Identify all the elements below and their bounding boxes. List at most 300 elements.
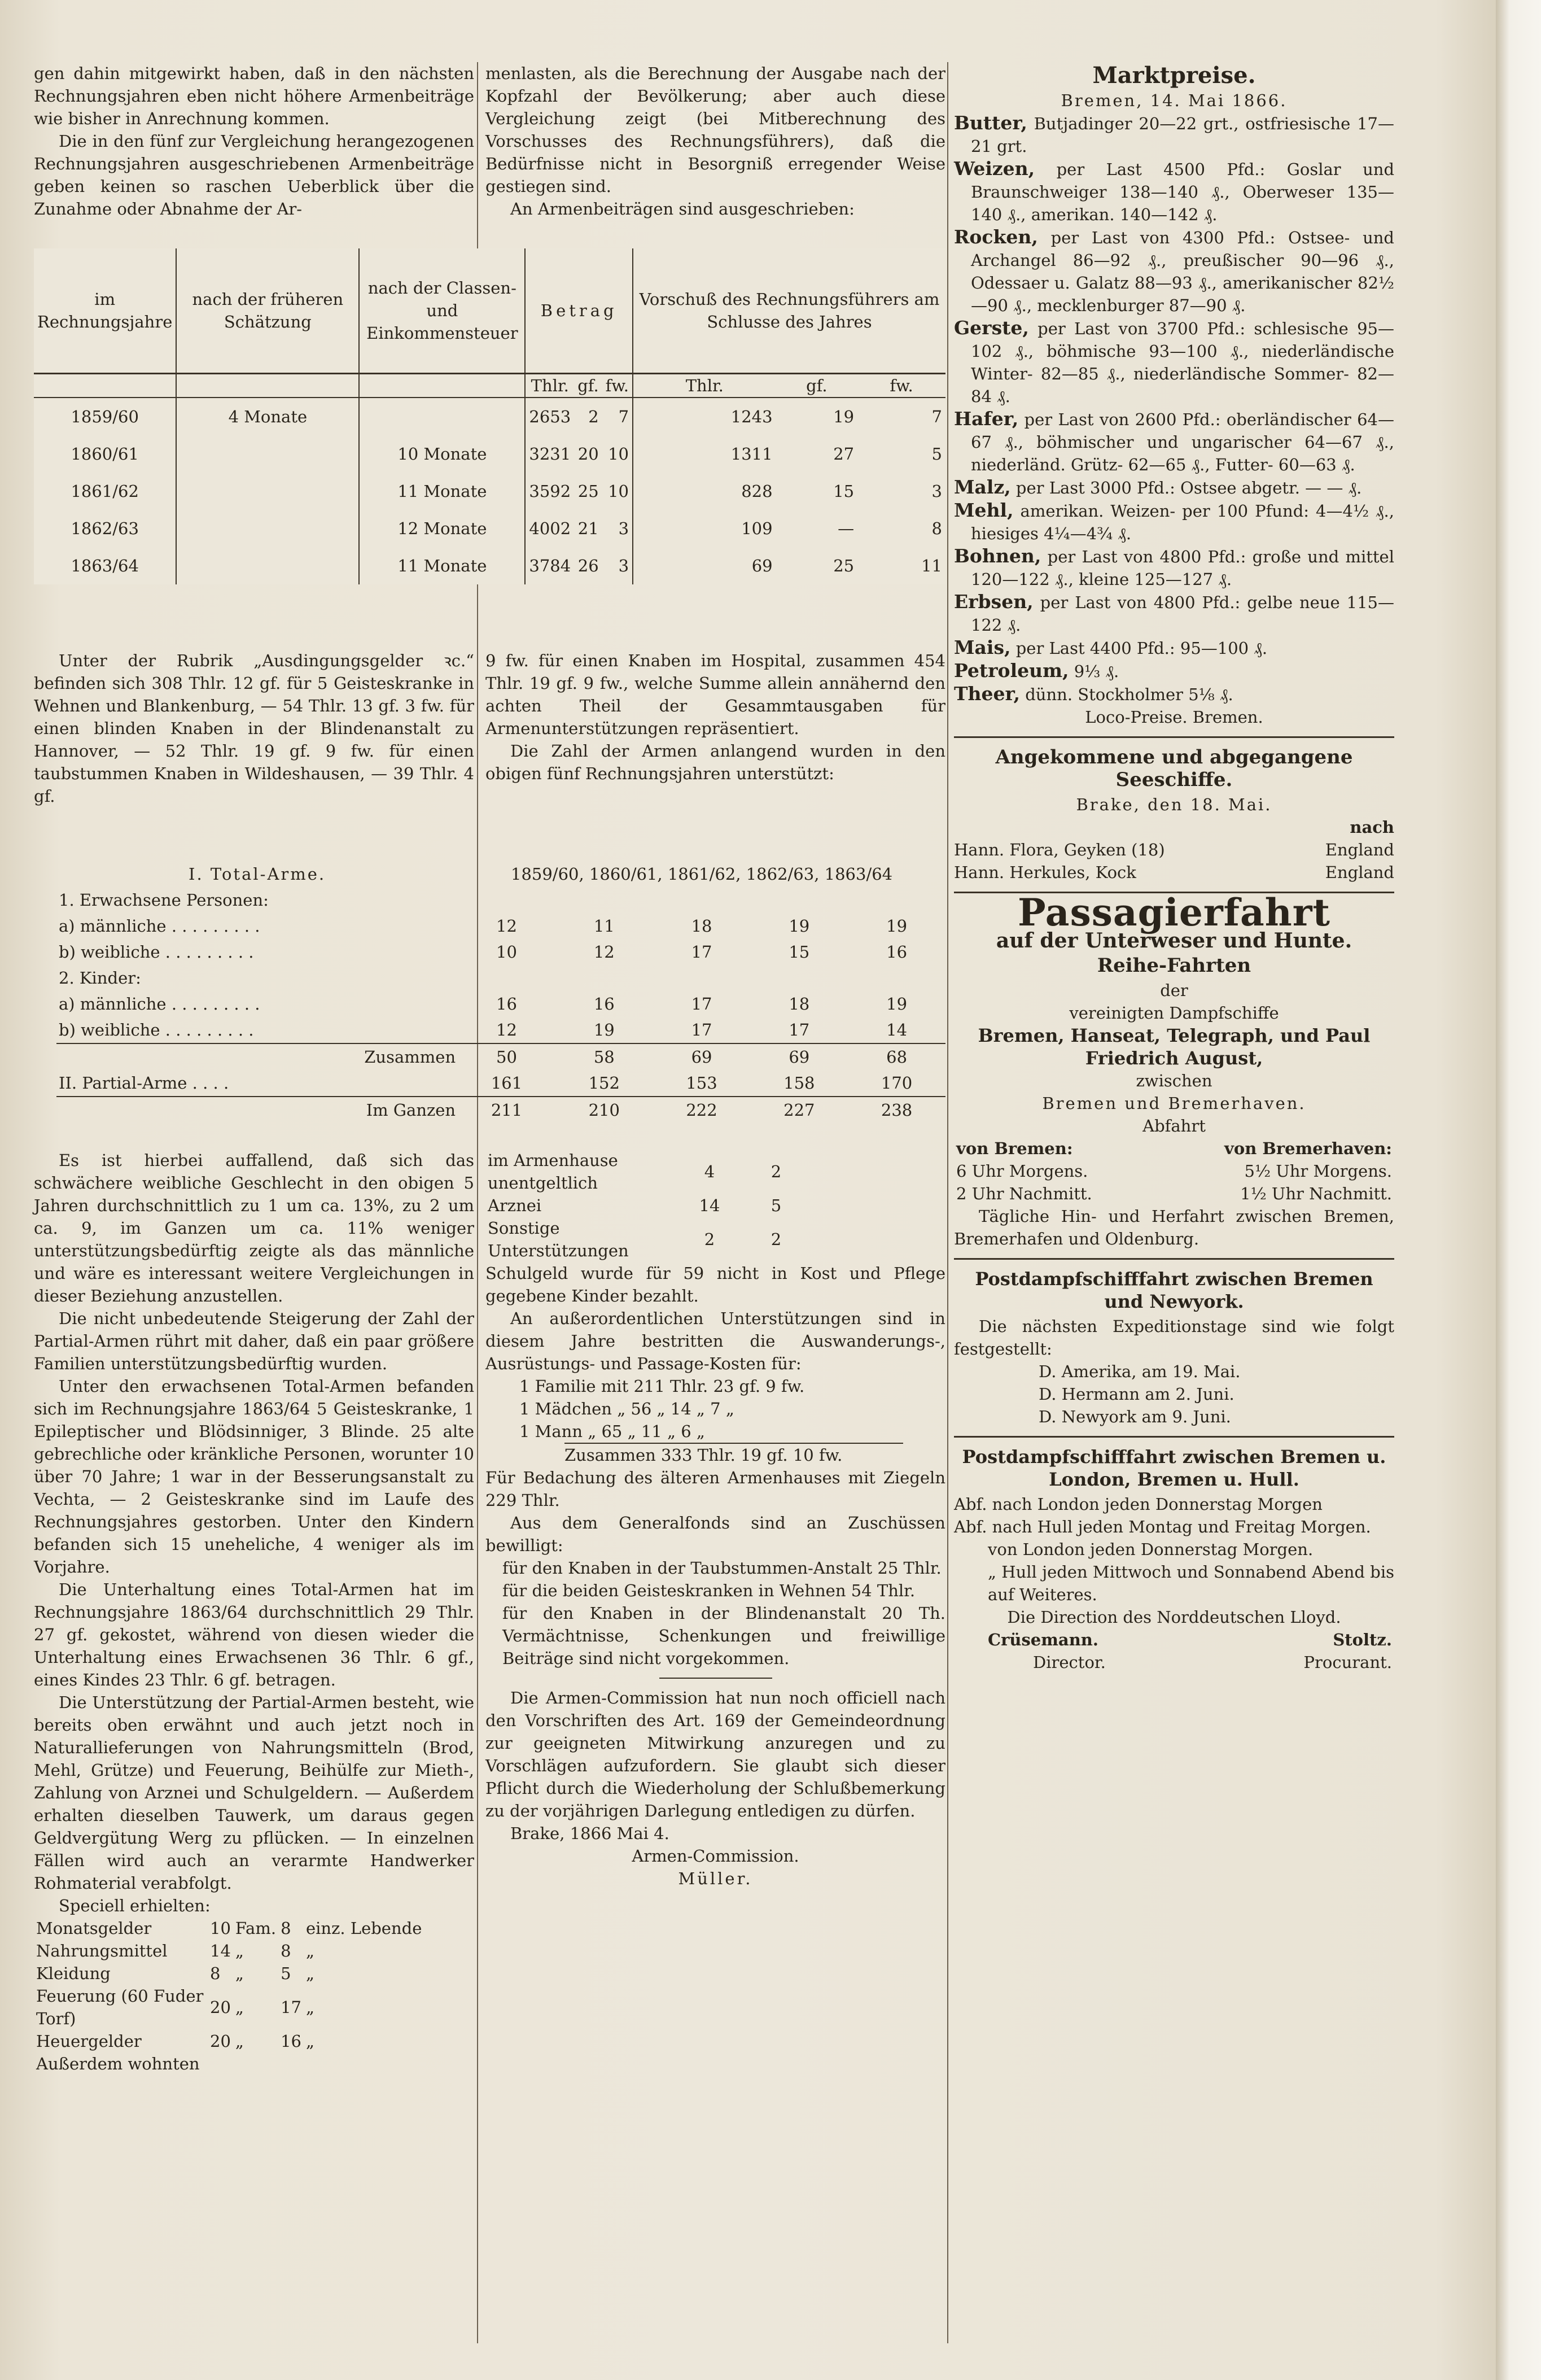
list-cell: Monatsgelder (36, 1919, 152, 1938)
table-cell: 1861/62 (34, 473, 176, 510)
ship-list (954, 839, 1394, 884)
ships-title: Angekommene und abgegangene Seeschiffe. (995, 746, 1353, 791)
paragraph: Unter der Rubrik „Ausdingungsgelder ꝛc.“ befinden sich 308 Thlr. 12 gf. für 5 Geisteskranke in Wehnen und Blankenburg, — 54 Thlr. 13 gf. 3 fw. für einen blinden Knaben in der Blindenanstalt zu Hannover, — 52 Thlr. 19 gf. 9 fw. für einen taubstummen Knaben in Wildeshausen, — 39 Thlr. 4 gf. (34, 651, 474, 806)
market-commodity: Malz, (954, 476, 1011, 498)
stats-value: 161 (491, 1073, 523, 1093)
newyork-date: D. Newyork am 9. Juni. (1039, 1407, 1231, 1426)
market-item (954, 660, 1394, 683)
page-edge (1496, 0, 1541, 2380)
table-row (34, 398, 945, 435)
newyork-date: D. Amerika, am 19. Mai. (1039, 1362, 1241, 1381)
sub-thlr: Thlr. (531, 376, 569, 395)
paragraph: Die Unterhaltung eines Total-Armen hat im Rechnungsjahre 1863/64 durchschnittlich 29 Thlr. 27 gf. gekostet, während von diesen wieder die Unterhaltung eines Erwachsenen 36 Thlr. 6 gf., eines Kindes 23 Thlr. 6 gf. betragen. (34, 1580, 474, 1689)
list-cell: „ (235, 1998, 244, 2017)
paragraph: Die Unterstützung der Partial-Armen besteht, wie bereits oben erwähnt und auch jetzt noch in Naturallieferungen von Nahrungsmitteln (Brod, Mehl, Grütze) und Feuerung, Beihülfe zur Mieth-, Zahlung von Arznei und Schulgeldern. — Außerdem erhalten dieselben Tauwerk, um daraus gegen Geldvergütung Werg zu pflücken. — In einzelnen Fällen wird auch an verarmte Handwerker Rohmaterial verabfolgt. (34, 1693, 474, 1893)
stats-value: 69 (789, 1047, 810, 1067)
market-commodity: Rocken, (954, 226, 1038, 248)
market-price: Butjadinger 20—22 grt., ostfriesische 17—21 grt. (971, 114, 1394, 156)
stats-value: 211 (491, 1101, 523, 1120)
table-cell: 3 (931, 482, 942, 501)
newyork-intro: Die nächsten Expeditionstage sind wie folgt festgestellt: (954, 1317, 1394, 1359)
paragraph: Die Armen-Commission hat nun noch officiell nach den Vorschriften des Art. 169 der Gemeindeordnung zur geeigneten Mitwirkung anzuregen und zu Vorschlägen aufzufordern. Sie glaubt sich dieser Pflicht durch die Wiederholung der Schlußbemerkung zu der vorjährigen Darlegung entledigen zu dürfen. (485, 1688, 945, 1820)
lloyd-direction: Die Direction des Norddeutschen Lloyd. (1007, 1608, 1341, 1627)
sub-fw: fw. (890, 376, 913, 395)
stats-value: 18 (691, 916, 712, 936)
table-cell: 11 Monate (359, 473, 525, 510)
market-price: 9⅓ ₰. (1074, 662, 1119, 681)
paragraph: gen dahin mitgewirkt haben, daß in den nächsten Rechnungsjahren eben nicht höhere Armenbeiträge wie bisher in Anrechnung kommen. (34, 64, 474, 128)
sub-gf: gf. (806, 376, 828, 395)
list-cell: 16 (281, 2032, 301, 2051)
list-cell: im Armenhause unentgeltlich (488, 1151, 618, 1193)
header-advance: Vorschuß des Rechnungsführers am Schlusse des Jahres (639, 290, 940, 331)
stats-value: 68 (886, 1047, 908, 1067)
market-price: per Last von 4800 Pfd.: gelbe neue 115—122 ₰. (971, 593, 1394, 635)
table-cell (176, 547, 359, 584)
paragraph: 9 fw. für einen Knaben im Hospital, zusammen 454 Thlr. 19 gf. 9 fw., welche Summe allein annähernd den achten Theil der Gesammtausgaben für Armenunterstützungen repräsentiert. (485, 651, 945, 738)
stats-value: 17 (691, 1020, 712, 1040)
header-amount: Betrag (525, 248, 633, 374)
from-bremerhaven: von Bremerhaven: (1224, 1139, 1392, 1158)
market-item (954, 158, 1394, 226)
market-commodity: Mais, (954, 636, 1011, 658)
stats-value: 11 (593, 916, 615, 936)
table-cell (359, 398, 525, 435)
stats-value (653, 965, 751, 991)
table-cell: 69 (751, 556, 773, 575)
market-commodity: Butter, (954, 112, 1027, 134)
market-price: per Last von 4800 Pfd.: große und mittel 120—122 ₰., kleine 125—127 ₰. (971, 547, 1394, 589)
paragraph: Die in den fünf zur Vergleichung herangezogenen Rechnungsjahren ausgeschriebenen Armenbeiträge geben keinen so raschen Ueberblick über die Zunahme oder Abnahme der Ar- (34, 132, 474, 219)
table-cell: 828 (741, 482, 773, 501)
finance-table (34, 248, 945, 584)
list-item (485, 1194, 809, 1217)
market-item (954, 408, 1394, 476)
london-hull-line: „ Hull jeden Mittwoch und Sonnabend Abend bis auf Weiteres. (988, 1562, 1394, 1604)
stats-label: a) männliche . . . . . . . . . (59, 994, 260, 1014)
sub-thlr: Thlr. (685, 376, 724, 395)
stats-row (56, 965, 945, 991)
title-procurant: Procurant. (1303, 1653, 1392, 1672)
list-cell: Außerdem wohnten (36, 2054, 200, 2073)
column-middle-lower (485, 649, 945, 785)
table-cell: 109 (741, 519, 773, 538)
table-cell: 10 (602, 435, 633, 473)
table-cell: 1862/63 (34, 510, 176, 547)
table-cell: 4 Monate (176, 398, 359, 435)
stats-row (56, 991, 945, 1017)
table-row (34, 510, 945, 547)
stats-label: II. Partial-Arme . . . . (59, 1073, 229, 1093)
table-cell: 21 (577, 519, 599, 538)
market-item (954, 476, 1394, 499)
divider (954, 1258, 1394, 1260)
market-item (954, 591, 1394, 636)
newyork-dates (954, 1360, 1394, 1428)
list-cell: 8 (210, 1964, 221, 1983)
passenger-title: Passagierfahrt (1017, 890, 1331, 934)
table-cell: 3231 (529, 444, 571, 464)
market-note: Loco-Preise. Bremen. (1085, 708, 1263, 727)
signature-name: Müller. (678, 1869, 753, 1888)
table-cell: 1243 (730, 407, 773, 426)
support-list (34, 1917, 424, 2075)
header-class-tax: nach der Classen- und Einkommensteuer (359, 248, 525, 374)
table-cell: 3 (602, 510, 633, 547)
misc-support-list (485, 1149, 809, 1262)
list-cell: „ (235, 1941, 244, 1960)
list-cell: 2 (704, 1230, 715, 1249)
table-cell (176, 473, 359, 510)
emigration-item: 1 Familie mit 211 Thlr. 23 gf. 9 fw. (519, 1377, 805, 1396)
passenger-times (954, 1137, 1394, 1205)
header-previous: nach der früheren Schätzung (176, 248, 359, 374)
emigration-item: 1 Mann „ 65 „ 11 „ 6 „ (519, 1422, 705, 1441)
stats-value: 222 (686, 1101, 717, 1120)
stats-value: 69 (691, 1047, 712, 1067)
list-item (34, 2053, 424, 2075)
stats-value: 16 (886, 942, 908, 962)
market-commodity: Petroleum, (954, 660, 1069, 682)
newyork-title: Postdampfschifffahrt zwischen Bremen und Newyork. (975, 1268, 1373, 1312)
market-item (954, 683, 1394, 706)
stats-row (56, 887, 945, 913)
list-cell: „ (305, 1964, 315, 1983)
paragraph: Speciell erhielten: (59, 1896, 211, 1915)
table-cell: 2653 (529, 407, 571, 426)
passenger-zwischen: zwischen (1136, 1071, 1212, 1090)
newyork-date: D. Hermann am 2. Juni. (1039, 1385, 1234, 1404)
column-middle-bottom (485, 1149, 945, 1890)
list-cell: Nahrungsmittel (36, 1941, 168, 1960)
list-cell: Feuerung (60 Fuder Torf) (36, 1986, 204, 2028)
market-commodity: Mehl, (954, 499, 1014, 521)
list-cell: 14 (210, 1941, 231, 1960)
passenger-reihe: Reihe-Fahrten (1097, 954, 1251, 977)
table-row (34, 473, 945, 510)
stats-value: 17 (691, 942, 712, 962)
list-cell (233, 2053, 278, 2075)
signature-procurant: Stoltz. (1333, 1630, 1392, 1649)
list-cell: „ (235, 2032, 244, 2051)
stats-value: 210 (588, 1101, 620, 1120)
list-cell (304, 2053, 424, 2075)
poor-stats-block (56, 861, 945, 1123)
table-cell: 25 (577, 482, 599, 501)
ship-entry (954, 839, 1394, 861)
table-cell: 8 (931, 519, 942, 538)
stats-value: 227 (783, 1101, 815, 1120)
time-bremen: 2 Uhr Nachmitt. (956, 1184, 1092, 1203)
passenger-daily: Tägliche Hin- und Herfahrt zwischen Bremen, Bremerhafen und Oldenburg. (954, 1207, 1394, 1248)
market-commodity: Hafer, (954, 408, 1019, 430)
stats-row (56, 1070, 945, 1097)
stats-value: 58 (593, 1047, 615, 1067)
table-cell: 3 (602, 547, 633, 584)
list-cell: einz. Lebende (305, 1919, 422, 1938)
market-item (954, 317, 1394, 408)
paragraph: Für Bedachung des älteren Armenhauses mit Ziegeln 229 Thlr. (485, 1468, 945, 1510)
list-cell: 4 (704, 1162, 715, 1181)
column-left-bottom (34, 1149, 474, 2075)
market-price: per Last 4400 Pfd.: 95—100 ₰. (1015, 639, 1268, 658)
stats-row (56, 1097, 945, 1123)
time-bremerhaven: 1½ Uhr Nachmitt. (1240, 1184, 1392, 1203)
paragraph: Es ist hierbei auffallend, daß sich das schwächere weibliche Geschlecht in den obigen 5 Jahren durchschnittlich zu 1 um ca. 13%, zu 2 um ca. 9, im Ganzen um ca. 11% weniger unterstützungsbedürftig zeigte als das männliche und wäre es interessant weitere Vergleichungen in dieser Beziehung anzustellen. (34, 1151, 474, 1305)
table-cell: 26 (577, 556, 599, 575)
paragraph: Schulgeld wurde für 59 nicht in Kost und Pflege gegebene Kinder bezahlt. (485, 1264, 945, 1305)
list-cell: 10 (210, 1919, 231, 1938)
list-cell: 14 (699, 1196, 720, 1215)
stats-value (458, 965, 555, 991)
market-list (954, 112, 1394, 706)
market-price: per Last 3000 Pfd.: Ostsee abgetr. — — ₰. (1015, 478, 1362, 497)
table-cell: 3784 (529, 556, 571, 575)
list-cell: 2 (770, 1162, 782, 1181)
stats-row (56, 913, 945, 939)
market-price: per Last von 3700 Pfd.: schlesische 95—102 ₰., böhmische 93—100 ₰., niederländische Winter- 82—85 ₰., niederländische Sommer- 82—84 ₰. (971, 319, 1394, 406)
ship-name: Hann. Herkules, Kock (954, 863, 1136, 882)
column-middle (485, 62, 945, 220)
list-cell: 5 (770, 1196, 782, 1215)
stats-value: 16 (593, 994, 615, 1014)
list-item (34, 2030, 424, 2053)
table-cell: 7 (602, 398, 633, 435)
market-price: amerikan. Weizen- per 100 Pfund: 4—4½ ₰., hiesiges 4¼—4¾ ₰. (971, 501, 1394, 543)
table-cell: 1860/61 (34, 435, 176, 473)
list-cell: 17 (281, 1998, 301, 2017)
paragraph: für den Knaben in der Taubstummen-Anstalt 25 Thlr. (502, 1558, 942, 1578)
column-left (34, 62, 474, 220)
list-item (34, 1962, 424, 1985)
stats-value: 12 (496, 1020, 517, 1040)
table-cell: 11 (921, 556, 942, 575)
stats-value (555, 887, 653, 913)
list-cell: „ (305, 2032, 315, 2051)
stats-value: 170 (881, 1073, 913, 1093)
stats-row (56, 1017, 945, 1043)
market-commodity: Bohnen, (954, 545, 1041, 567)
paragraph: An Armenbeiträgen sind ausgeschrieben: (510, 199, 855, 219)
ship-destination: England (1325, 840, 1394, 859)
passenger-ver: vereinigten Dampfschiffe (1069, 1003, 1279, 1023)
list-item (485, 1217, 809, 1262)
passenger-subtitle: auf der Unterweser und Hunte. (996, 929, 1352, 953)
stats-value: 152 (588, 1073, 620, 1093)
finance-table-block (34, 248, 945, 584)
divider (954, 1436, 1394, 1438)
stats-value (750, 965, 848, 991)
table-cell: 7 (931, 407, 942, 426)
stats-label: a) männliche . . . . . . . . . (59, 916, 260, 936)
divider (954, 736, 1394, 738)
stats-value: 14 (886, 1020, 908, 1040)
table-cell (176, 435, 359, 473)
paragraph: Die nicht unbedeutende Steigerung der Zahl der Partial-Armen rührt mit daher, daß ein paar größere Familien unterstützungsbedürftig wurden. (34, 1309, 474, 1373)
passenger-route: Bremen und Bremerhaven. (1042, 1094, 1306, 1113)
table-cell: — (838, 519, 855, 538)
time-bremen: 6 Uhr Morgens. (956, 1161, 1088, 1181)
london-hull-line: Abf. nach London jeden Donnerstag Morgen (954, 1495, 1323, 1514)
stats-value: 19 (593, 1020, 615, 1040)
market-commodity: Weizen, (954, 158, 1035, 180)
stats-label: b) weibliche . . . . . . . . . (59, 942, 254, 962)
stats-label: Im Ganzen (366, 1101, 456, 1120)
emigration-item: 1 Mädchen „ 56 „ 14 „ 7 „ (519, 1399, 734, 1418)
title-director: Director. (1033, 1653, 1106, 1672)
list-cell: 2 (770, 1230, 782, 1249)
stats-value: 158 (783, 1073, 815, 1093)
ship-entry (954, 861, 1394, 884)
market-price: per Last 4500 Pfd.: Goslar und Braunschweiger 138—140 ₰., Oberweser 135—140 ₰., amerikan. 140—142 ₰. (971, 160, 1395, 224)
london-hull-line: von London jeden Donnerstag Morgen. (988, 1540, 1314, 1559)
paragraph: für die beiden Geisteskranken in Wehnen 54 Thlr. (502, 1581, 916, 1600)
stats-value: 17 (789, 1020, 810, 1040)
passenger-ships: Bremen, Hanseat, Telegraph, und Paul Friedrich August, (978, 1025, 1371, 1069)
passenger-abfahrt: Abfahrt (1142, 1116, 1206, 1136)
list-cell: Heuergelder (36, 2032, 142, 2051)
header-year: im Rechnungsjahre (34, 248, 176, 374)
stats-title: I. Total-Arme. (188, 864, 326, 884)
paragraph: Aus dem Generalfonds sind an Zuschüssen bewilligt: (485, 1513, 945, 1555)
stats-years: 1859/60, 1860/61, 1861/62, 1862/63, 1863/64 (511, 864, 893, 884)
stats-value (653, 887, 751, 913)
list-cell: 5 (281, 1964, 291, 1983)
ship-destination: England (1325, 863, 1394, 882)
list-cell: Sonstige Unterstützungen (488, 1219, 629, 1260)
list-cell: 20 (210, 1998, 231, 2017)
table-cell: 10 (602, 473, 633, 510)
lloyd-signatures (954, 1628, 1394, 1674)
market-commodity: Theer, (954, 683, 1021, 705)
list-cell: „ (305, 1998, 315, 2017)
stats-value: 12 (496, 916, 517, 936)
table-cell: 3592 (529, 482, 571, 501)
stats-label: 1. Erwachsene Personen: (59, 890, 269, 910)
market-item (954, 499, 1394, 545)
paragraph: Unter den erwachsenen Total-Armen befanden sich im Rechnungsjahre 1863/64 5 Geisteskranke, 1 Epileptischer und Blödsinniger, 3 Blinde. 25 alte gebrechliche oder kränkliche Personen, worunter 10 über 70 Jahre; 1 war in der Besserungsanstalt zu Vechta, — 2 Geisteskranke sind im Laufe des Rechnungsjahres gestorben. Unter den Kindern befanden sich 15 uneheliche, 4 weniger als im Vorjahre. (34, 1377, 474, 1577)
market-commodity: Erbsen, (954, 591, 1034, 613)
stats-value: 19 (886, 916, 908, 936)
emigration-total: Zusammen 333 Thlr. 19 gf. 10 fw. (564, 1446, 843, 1465)
divider (659, 1678, 772, 1679)
paragraph: An außerordentlichen Unterstützungen sind in diesem Jahre bestritten die Auswanderungs-, Ausrüstungs- und Passage-Kosten für: (485, 1309, 945, 1373)
table-cell: 27 (833, 444, 855, 464)
list-cell: 20 (210, 2032, 231, 2051)
stats-label: Zusammen (364, 1047, 456, 1067)
stats-value: 18 (789, 994, 810, 1014)
london-hull-title: Postdampfschifffahrt zwischen Bremen u. London, Bremen u. Hull. (962, 1446, 1386, 1490)
list-cell: Fam. (235, 1919, 277, 1938)
market-item (954, 636, 1394, 660)
stats-value: 153 (686, 1073, 717, 1093)
table-cell: 15 (833, 482, 855, 501)
stats-row (56, 939, 945, 965)
table-cell: 1863/64 (34, 547, 176, 584)
table-cell (176, 510, 359, 547)
sub-gf: gf. (577, 376, 599, 395)
table-cell: 2 (588, 407, 599, 426)
market-title: Marktpreise. (1092, 62, 1256, 89)
table-cell: 4002 (529, 519, 571, 538)
stats-value: 12 (593, 942, 615, 962)
time-bremerhaven: 5½ Uhr Morgens. (1244, 1161, 1392, 1181)
market-price: per Last von 4300 Pfd.: Ostsee- und Archangel 86—92 ₰., preußischer 90—96 ₰., Odessaer u. Galatz 88—93 ₰., amerikanischer 82½—90 ₰., mecklenburger 87—90 ₰. (971, 228, 1395, 315)
market-price: dünn. Stockholmer 5⅛ ₰. (1025, 685, 1233, 704)
list-cell: 8 (281, 1919, 291, 1938)
emigration-list (485, 1375, 945, 1466)
ship-name: Hann. Flora, Geyken (18) (954, 840, 1165, 859)
passenger-der: der (1160, 981, 1188, 1000)
table-cell: 11 Monate (359, 547, 525, 584)
stats-value: 16 (496, 994, 517, 1014)
stats-value: 10 (496, 942, 517, 962)
column-left-lower (34, 649, 474, 807)
stats-value: 50 (496, 1047, 517, 1067)
list-cell: „ (305, 1941, 315, 1960)
market-price: per Last von 2600 Pfd.: oberländischer 64—67 ₰., böhmischer und ungarischer 64—67 ₰., niederländ. Grütz- 62—65 ₰., Futter- 60—63 ₰. (971, 410, 1395, 474)
table-cell: 1311 (730, 444, 773, 464)
market-item (954, 226, 1394, 317)
signature-place: Brake, 1866 Mai 4. (510, 1824, 669, 1843)
paragraph: für den Knaben in der Blindenanstalt 20 Th. Vermächtnisse, Schenkungen und freiwillige Beiträge sind nicht vorgekommen. (502, 1604, 945, 1668)
table-cell: 25 (833, 556, 855, 575)
stats-value: 238 (881, 1101, 913, 1120)
list-item (34, 1917, 424, 1940)
signature-director: Crüsemann. (988, 1630, 1098, 1649)
poor-stats-table (56, 861, 945, 1123)
from-bremen: von Bremen: (956, 1139, 1073, 1158)
list-cell (278, 2053, 304, 2075)
list-cell: 8 (281, 1941, 291, 1960)
list-cell: Arznei (488, 1196, 542, 1215)
stats-label: 2. Kinder: (59, 968, 141, 988)
signature-org: Armen-Commission. (632, 1846, 799, 1866)
stats-value (750, 887, 848, 913)
stats-value (848, 965, 945, 991)
ships-nach: nach (1350, 818, 1394, 837)
column-right (954, 62, 1394, 1674)
table-cell: 1859/60 (34, 398, 176, 435)
ships-date: Brake, den 18. Mai. (1076, 795, 1272, 814)
list-cell: „ (235, 1964, 244, 1983)
list-cell (208, 2053, 233, 2075)
list-item (34, 1940, 424, 1962)
stats-value: 19 (886, 994, 908, 1014)
market-date: Bremen, 14. Mai 1866. (1061, 91, 1288, 110)
list-cell: Kleidung (36, 1964, 111, 1983)
list-item (485, 1149, 809, 1194)
sub-fw: fw. (602, 374, 633, 398)
stats-value: 19 (789, 916, 810, 936)
time-row (954, 1182, 1394, 1205)
list-item (34, 1985, 424, 2030)
time-row (954, 1160, 1394, 1182)
table-row (34, 435, 945, 473)
market-item (954, 545, 1394, 591)
stats-value (555, 965, 653, 991)
market-item (954, 112, 1394, 158)
column-divider-2 (947, 62, 948, 2343)
table-cell: 12 Monate (359, 510, 525, 547)
market-commodity: Gerste, (954, 317, 1029, 339)
paragraph: menlasten, als die Berechnung der Ausgabe nach der Kopfzahl der Bevölkerung; aber auch diese Vergleichung zeigt (bei Mitberechnung des Vorschusses des Rechnungsführers), daß die Bedürfnisse nicht in Besorgniß erregender Weise gestiegen sind. (485, 64, 945, 196)
stats-value (458, 887, 555, 913)
table-cell: 20 (577, 444, 599, 464)
table-cell: 5 (931, 444, 942, 464)
stats-label: b) weibliche . . . . . . . . . (59, 1020, 254, 1040)
stats-value: 15 (789, 942, 810, 962)
